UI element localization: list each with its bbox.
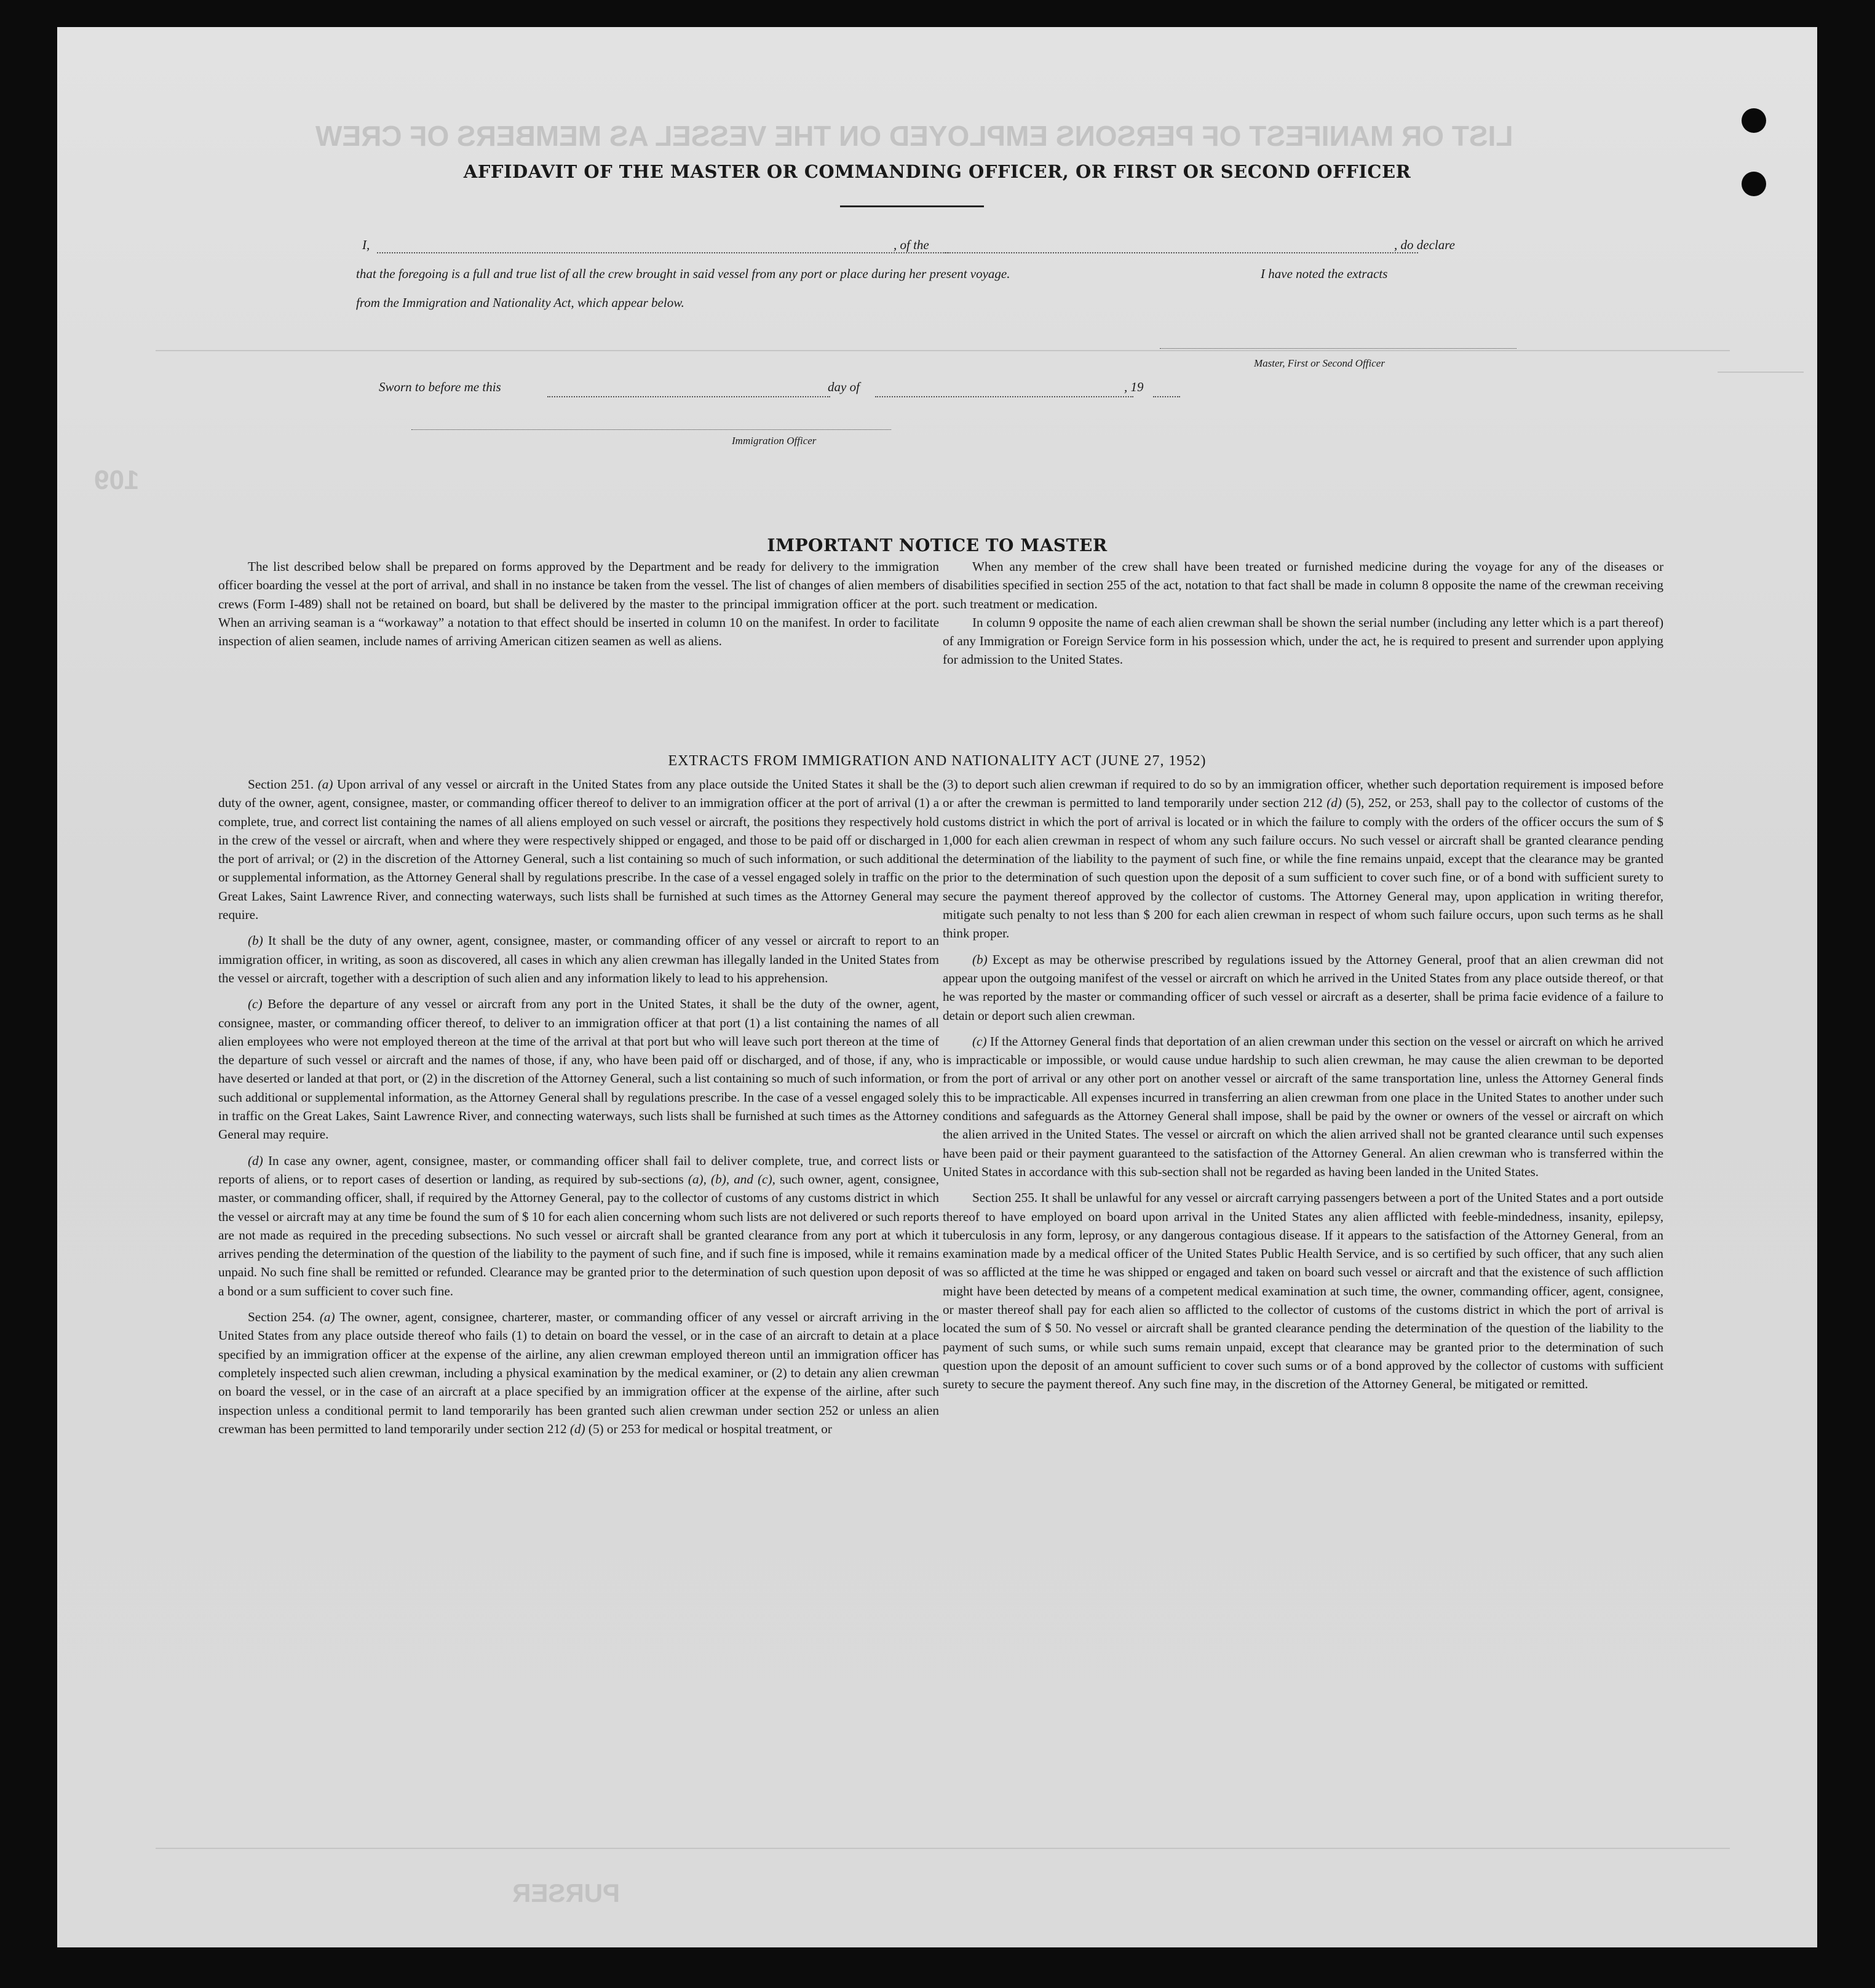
section-254c: [943, 1032, 1663, 1181]
subsection-d-ref: (d): [1326, 795, 1342, 811]
section-251b-text: It shall be the duty of any owner, agent, consignee, master, or commanding officer of any vessel or aircraft to report to an immigration officer, in writing, as soon as discovered, all cases in which any alien crewman has illegally landed in the United States from the vessel or aircraft, together with a description of such alien and any information likely to lead to his apprehension.: [218, 933, 939, 985]
affidavit-of-the-label: , of the: [894, 237, 929, 252]
section-251a-text: Upon arrival of any vessel or aircraft in the United States from any place outside the United States it shall be the duty of the owner, agent, consignee, master, or commanding officer thereof to deliver to an immigration officer at the port of arrival (1) a complete, true, and correct list containing the names of all aliens employed on such vessel or aircraft, the positions they respectively hold in the crew of the vessel or aircraft, when and where they were respectively shipped or engaged, and those to be paid off or discharged in the port of arrival; or (2) in the discretion of the Attorney General, such a list containing so much of such information, or such additional or supplemental information, as the Attorney General shall by regulations prescribe. In the case of a vessel engaged solely in traffic on the Great Lakes, Saint Lawrence River, and connecting waterways, such lists shall be furnished at such times as the Attorney General may require.: [218, 777, 940, 923]
notice-right-paragraph-1: When any member of the crew shall have been treated or furnished medicine during the voyage for any of the diseases or disabilities specified in section 255 of the act, notation to that fact shall be made in column 8 opposite the name of the crewman receiving such treatment or medication.: [943, 559, 1663, 611]
section-251d: [218, 1151, 939, 1300]
affidavit-line-2: that the foregoing is a full and true list of all the crew brought in said vessel from any port or place during her present voyage.: [356, 266, 1010, 281]
section-255: Section 255. It shall be unlawful for any vessel or aircraft carrying passengers between a port of the United States and a port outside thereof to have employed on board upon arrival in the United States any alien afflicted with feeble-mindedness, insanity, epilepsy, tuberculosis in any form, leprosy, or any dangerous contagious disease. If it appears to the satisfaction of the Attorney General, from an examination made by a medical officer of the United States Public Health Service, and is so certified by such officer, that any such alien was so afflicted at the time he was shipped or engaged and taken on board such vessel or aircraft and that the existence of such affliction might have been detected by means of a competent medical examination at such time, the owner, commanding officer, agent, consignee, or master thereof shall pay for each alien so afflicted to the collector of customs of the customs district in which the port of arrival is located the sum of $ 50. No vessel or aircraft shall be granted clearance pending the determination of the question of the liability to the payment of such sums, or while such sums remain unpaid, except that clearance may be granted prior to the determination of such question upon the deposit of an amount sufficient to cover such sums or of a bond approved by the collector of customs with sufficient surety to secure the payment thereof. Any such fine may, in the discretion of the Attorney General, be mitigated or remitted.: [943, 1190, 1663, 1392]
subsection-c-mark: (c): [972, 1033, 987, 1049]
section-254a-text-1: The owner, agent, consignee, charterer, master, or commanding officer of any vessel or aircraft arriving in the United States from any place outside thereof who fails (1) to detain on board the vessel, or in the case of an aircraft to detain at a place specified by an immigration officer at the expense of the airline, any alien crewman employed thereon until an immigration officer has completely inspected such alien crewman, including a physical examination by the medical examiner, or (2) to detain any alien crewman on board the vessel, or in the case of an aircraft at a place specified by an immigration officer at the expense of the airline, after such inspection unless a conditional permit to land temporarily has been granted such alien crewman under section 252 or unless an alien crewman has been permitted to land temporarily under section 212: [218, 1310, 939, 1436]
section-251-lead: Section 251.: [248, 777, 314, 792]
subsection-refs: (a), (b), and (c),: [688, 1171, 775, 1187]
notice-right-column: [943, 557, 1663, 669]
section-251b: [218, 931, 939, 987]
subsection-b-mark: (b): [248, 933, 263, 948]
subsection-b-mark: (b): [972, 952, 988, 967]
bleed-through-stamp: PURSER: [512, 1879, 620, 1907]
section-254a-continued: [943, 775, 1663, 943]
master-name-field[interactable]: [377, 252, 949, 253]
bleed-through-rule: [1718, 372, 1804, 373]
subsection-a-mark: (a): [317, 777, 333, 792]
sworn-year-field[interactable]: [1153, 396, 1180, 397]
notice-right-paragraph-2: In column 9 opposite the name of each alien crewman shall be shown the serial number (including any letter which is a part thereof) of any Immigration or Foreign Service form in his possession which, under the act, he is required to present and surrender upon applying for admission to the United States.: [943, 614, 1663, 667]
affidavit-line-2-right: I have noted the extracts: [1261, 266, 1388, 281]
notice-left-paragraph: The list described below shall be prepared on forms approved by the Department and be ready for delivery to the immigration officer boarding the vessel at the port of arrival, and shall in no instance be taken from the vessel. The list of changes of alien members of crews (Form I-489) shall not be retained on board, but shall be delivered by the master to the principal immigration officer at the port. When an arriving seaman is a “workaway” a notation to that effect should be inserted in column 10 on the manifest. In order to facilitate inspection of alien seamen, include names of arriving American citizen seamen as well as aliens.: [218, 559, 939, 649]
year-label: , 19: [1124, 380, 1144, 394]
section-254-lead: Section 254.: [248, 1310, 315, 1325]
section-251a: [218, 775, 939, 924]
punch-hole-top: [1742, 108, 1766, 133]
extracts-left-column: [218, 775, 939, 1438]
section-254c-text: If the Attorney General finds that deportation of an alien crewman under this section on the vessel or aircraft on which he arrived is impracticable or impossible, or would cause undue hardship to such alien crewman, he may cause the alien crewman to be deported from the port of arrival or any other port on another vessel or aircraft of the same transportation line, unless the Attorney General finds this to be impracticable. All expenses incurred in transferring an alien crewman from one place in the United States to another under such conditions and safeguards as the Attorney General shall impose, shall be paid by the owner or owners of the vessel or aircraft on which the alien arrived in the United States. The vessel or aircraft on which the alien arrived shall not be granted clearance until such expenses have been paid or their payment guaranteed to the satisfaction of the Attorney General. An alien crewman who is transferred within the United States in accordance with this sub-section shall not be regarded as having been landed in the United States.: [943, 1033, 1663, 1179]
section-254b-text: Except as may be otherwise prescribed by regulations issued by the Attorney General, proof that an alien crewman did not appear upon the outgoing manifest of the vessel or aircraft on which he arrived in the United States from any place outside thereof, or that he was reported by the master or commanding officer of such vessel or aircraft as a deserter, shall be prima facie evidence of a failure to detain or deport such alien crewman.: [943, 952, 1664, 1023]
notice-title: IMPORTANT NOTICE TO MASTER: [767, 535, 1108, 555]
vessel-name-field[interactable]: [945, 252, 1418, 253]
title-rule: [840, 205, 984, 207]
section-251c: [218, 995, 939, 1143]
affidavit-line-3: from the Immigration and Nationality Act, which appear below.: [356, 295, 684, 310]
section-254a-cont-text-b: (5), 252, or 253, shall pay to the collector of customs of the customs district in which the port of arrival is located or in which the failure to comply with the orders of the officer occurs the sum of $ 1,000 for each alien crewman in respect of whom any such failure occurs. No such vessel or aircraft shall be granted clearance pending the determination of the liability to the payment of such fine, or while the fine remains unpaid, except that the clearance may be granted prior to the determination of such question upon the deposit of a sum sufficient to cover such fine, or of a bond with sufficient surety to secure the payment thereof approved by the collector of customs. The Attorney General may, upon application in writing therefor, mitigate such penalty to not less than $ 200 for each alien crewman in respect of whom such failure occurs, upon such terms as he shall think proper.: [943, 795, 1664, 941]
bleed-through-number: 109: [94, 465, 140, 495]
affidavit-do-declare-label: , do declare: [1394, 237, 1455, 252]
day-of-label: day of: [828, 380, 860, 394]
section-251c-text: Before the departure of any vessel or aircraft from any port in the United States, it shall be the duty of the owner, agent, consignee, master, or commanding officer thereof, to deliver to an immigration officer at that port (1) a list containing the names of all alien employees who were not employed thereon at the time of the arrival at that port but who will leave such port thereon at the time of the departure of such vessel or aircraft and the names of those, if any, who have been paid off or discharged, and of those, if any, who have deserted or landed at that port, or (2) in the discretion of the Attorney General, such a list containing so much of such information, or such additional or supplemental information, as the Attorney General shall by regulations prescribe. In the case of a vessel engaged solely in traffic on the Great Lakes, Saint Lawrence River, and connecting waterways, such lists shall be furnished at such times as the Attorney General may require.: [218, 996, 939, 1142]
affidavit-title: AFFIDAVIT OF THE MASTER OR COMMANDING OFFICER, OR FIRST OR SECOND OFFICER: [463, 161, 1411, 182]
section-251d-text-a: In case any owner, agent, consignee, master, or commanding officer shall fail to deliver complete, true, and correct lists or reports of aliens, or to report cases of desertion or landing, as required by sub-sections: [218, 1153, 940, 1187]
extracts-right-column: [943, 775, 1663, 1394]
subsection-d-mark: (d): [248, 1153, 263, 1168]
extracts-title: EXTRACTS FROM IMMIGRATION AND NATIONALITY ACT (JUNE 27, 1952): [668, 753, 1207, 769]
sworn-label: Sworn to before me this: [379, 380, 501, 394]
master-signature-line[interactable]: [1160, 348, 1516, 349]
form-page: [57, 27, 1817, 1947]
section-254a-text-2: (5) or 253 for medical or hospital treatment, or: [588, 1421, 832, 1436]
affidavit-i-label: I,: [362, 237, 370, 252]
bleed-through-header: LIST OR MANIFEST OF PERSONS EMPLOYED ON THE VESSEL AS MEMBERS OF CREW: [315, 120, 1513, 152]
subsection-d-ref: (d): [569, 1421, 585, 1436]
bleed-through-rule: [156, 350, 1730, 351]
master-signature-label: Master, First or Second Officer: [1254, 357, 1385, 369]
officer-signature-line[interactable]: [411, 429, 891, 430]
section-254a-cont-text-a: (3) to deport such alien crewman if required to do so by an immigration officer, whether such deportation requirement is imposed before or after the crewman is permitted to land temporarily under section 212: [943, 777, 1663, 811]
bleed-through-rule: [156, 1848, 1730, 1849]
subsection-c-mark: (c): [248, 996, 263, 1012]
subsection-a-mark: (a): [319, 1310, 335, 1325]
section-254b: [943, 950, 1663, 1025]
section-254a: [218, 1308, 939, 1438]
notice-left-column: [218, 557, 939, 650]
section-251d-text-b: such owner, agent, consignee, master, or commanding officer, shall, if required by the Attorney General, pay to the collector of customs of any customs district in which the vessel or aircraft may at any time be found the sum of $ 10 for each alien concerning whom such lists are not delivered or such reports are not made as required in the preceding subsections. No such vessel or aircraft shall be granted clearance from any port at which it arrives pending the determination of the question of the liability to the payment of such fine, and if such fine is imposed, while it remains unpaid. No such fine shall be remitted or refunded. Clearance may be granted prior to the determination of such question upon deposit of a bond or a sum sufficient to cover such fine.: [218, 1171, 939, 1298]
sworn-day-field[interactable]: [547, 396, 830, 397]
sworn-month-field[interactable]: [875, 396, 1133, 397]
officer-signature-label: Immigration Officer: [732, 435, 817, 447]
